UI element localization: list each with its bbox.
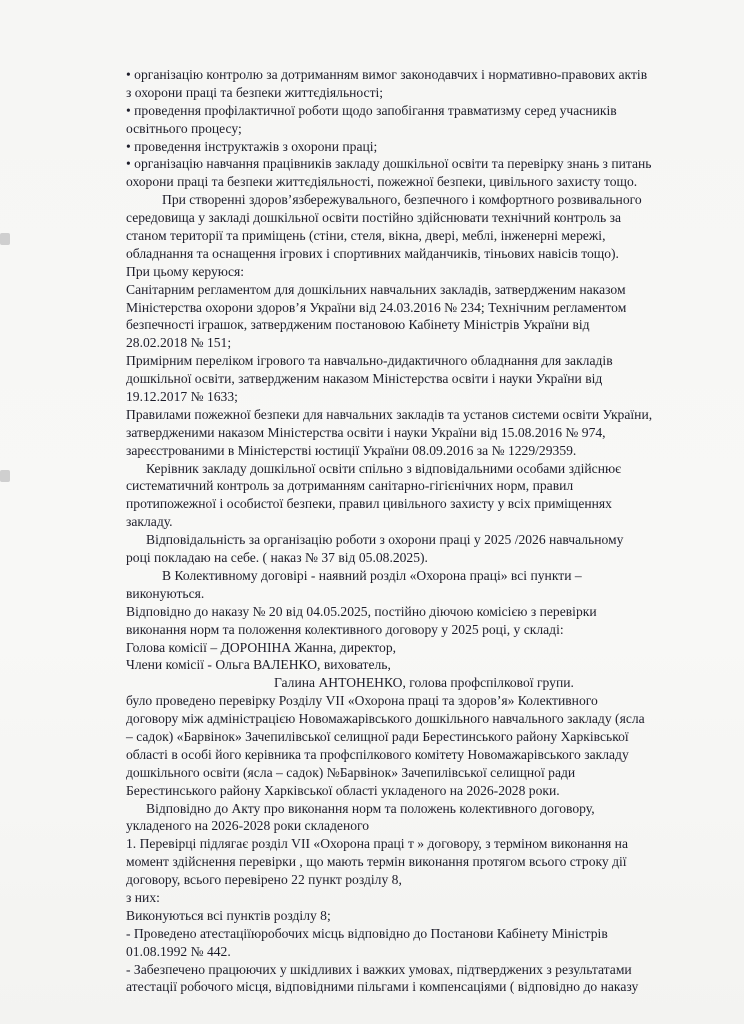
text-line: систематичний контроль за дотриманням санітарно-гігієнічних норм, правил <box>126 478 574 494</box>
text-line: Члени комісії - Ольга ВАЛЕНКО, вихователь, <box>126 657 391 673</box>
text-line: При цьому керуюся: <box>126 263 245 279</box>
text-line: дошкільної освіти, затвердженим наказом Міністерства освіти і науки України від <box>126 371 603 387</box>
text-line: • проведення інструктажів з охорони праці; <box>126 138 378 154</box>
text-line: 19.12.2017 № 1633; <box>126 389 238 405</box>
text-line: Берестинського району Харківської області укладеного на 2026-2028 роки. <box>126 782 560 798</box>
text-line: Правилами пожежної безпеки для навчальних закладів та установ системи освіти України, <box>126 406 653 422</box>
text-line: дошкільного освіти (ясла – садок) №Барвінок» Зачепилівської селищної ради <box>126 764 576 780</box>
text-line: • організацію контролю за дотриманням вимог законодавчих і нормативно-правових актів <box>126 67 648 82</box>
text-line: середовища у закладі дошкільної освіти постійно здійснювати технічний контроль за <box>126 210 622 226</box>
text-line: виконання норм та положення колективного договору у 2025 році, у складі: <box>126 621 564 637</box>
text-line: з охорони праці та безпеки життєдіяльності; <box>126 84 384 100</box>
text-line: атестації робочого місця, відповідними пільгами і компенсаціями ( відповідно до наказу <box>126 979 639 995</box>
text-line: В Колективному договірі - наявний розділ «Охорона праці» всі пункти – <box>162 567 582 583</box>
text-line: Примірним переліком ігрового та навчально-дидактичного обладнання для закладів <box>126 353 613 369</box>
text-line: обладнання та оснащення ігрових і спортивних майданчиків, тіньових навісів тощо). <box>126 245 619 261</box>
text-line: • проведення профілактичної роботи щодо запобігання травматизму серед учасників <box>126 102 617 118</box>
document-body <box>126 66 698 996</box>
text-line: Голова комісії – ДОРОНІНА Жанна, директор, <box>126 639 397 655</box>
text-line: укладеного на 2026-2028 роки складеного <box>126 818 370 834</box>
text-line: області в особі його керівника та профспілкового комітету Новомажарівського закладу <box>126 746 629 762</box>
text-line: було проведено перевірку Розділу VII «Охорона праці та здоров’я» Колективного <box>126 693 598 709</box>
text-line: момент здійснення перевірки , що мають термін виконання протягом всього строку дії <box>126 854 627 870</box>
text-line: з них: <box>126 889 160 905</box>
text-line: Відповідно до Акту про виконання норм та положень колективного договору, <box>146 800 595 816</box>
binding-hole-mark <box>0 470 10 482</box>
text-line: безпечності іграшок, затвердженим постановою Кабінету Міністрів України від <box>126 317 590 333</box>
text-line: Міністерства охорони здоров’я України від 24.03.2016 № 234; Технічним регламентом <box>126 299 627 315</box>
text-line: Санітарним регламентом для дошкільних навчальних закладів, затвердженим наказом <box>126 281 626 297</box>
text-line: році покладаю на себе. ( наказ № 37 від 05.08.2025). <box>126 550 428 566</box>
text-line: Відповідальність за організацію роботи з охорони праці у 2025 /2026 навчальному <box>146 532 624 548</box>
text-line: Відповідно до наказу № 20 від 04.05.2025, постійно діючою комісією з перевірки <box>126 603 597 619</box>
text-line: Керівник закладу дошкільної освіти спільно з відповідальними особами здійснює <box>146 460 621 476</box>
text-line: договору між адміністрацією Новомажарівського дошкільного навчального закладу (ясла <box>126 711 645 727</box>
text-line: договору, всього перевірено 22 пункт розділу 8, <box>126 872 402 888</box>
text-line: - Проведено атестаціїюробочих місць відповідно до Постанови Кабінету Міністрів <box>126 925 608 941</box>
text-line: охорони праці та безпеки життєдіяльності, пожежної безпеки, цивільного захисту тощо. <box>126 174 638 190</box>
text-line: затвердженими наказом Міністерства освіти і науки України від 15.08.2016 № 974, <box>126 424 606 440</box>
text-line: протипожежної і особистої безпеки, правил цивільного захисту у всіх приміщеннях <box>126 496 612 512</box>
text-line: зареєстрованими в Міністерстві юстиції України 08.09.2016 за № 1229/29359. <box>126 442 577 458</box>
binding-hole-mark <box>0 233 10 245</box>
text-line: виконуються. <box>126 585 205 601</box>
text-line: - Забезпечено працюючих у шкідливих і важких умовах, підтверджених з результатами <box>126 961 632 977</box>
text-line: 01.08.1992 № 442. <box>126 943 231 959</box>
text-line: – садок) «Барвінок» Зачепилівської селищної ради Берестинського району Харківської <box>126 728 629 744</box>
text-line: При створенні здоров’язбережувального, безпечного і комфортного розвивального <box>162 192 642 208</box>
text-line: станом території та приміщень (стіни, стеля, вікна, двері, меблі, інженерні мережі, <box>126 228 606 244</box>
text-line: закладу. <box>126 514 173 530</box>
text-line: 1. Перевірці підлягає розділ VII «Охорона праці т » договору, з терміном виконання на <box>126 836 628 852</box>
text-line: Галина АНТОНЕНКО, голова профспілкової групи. <box>274 675 574 691</box>
text-line: освітнього процесу; <box>126 120 242 136</box>
text-line: • організацію навчання працівників закладу дошкільної освіти та перевірку знань з питань <box>126 156 652 172</box>
text-line: 28.02.2018 № 151; <box>126 335 232 351</box>
text-line: Виконуються всі пунктів розділу 8; <box>126 907 331 923</box>
